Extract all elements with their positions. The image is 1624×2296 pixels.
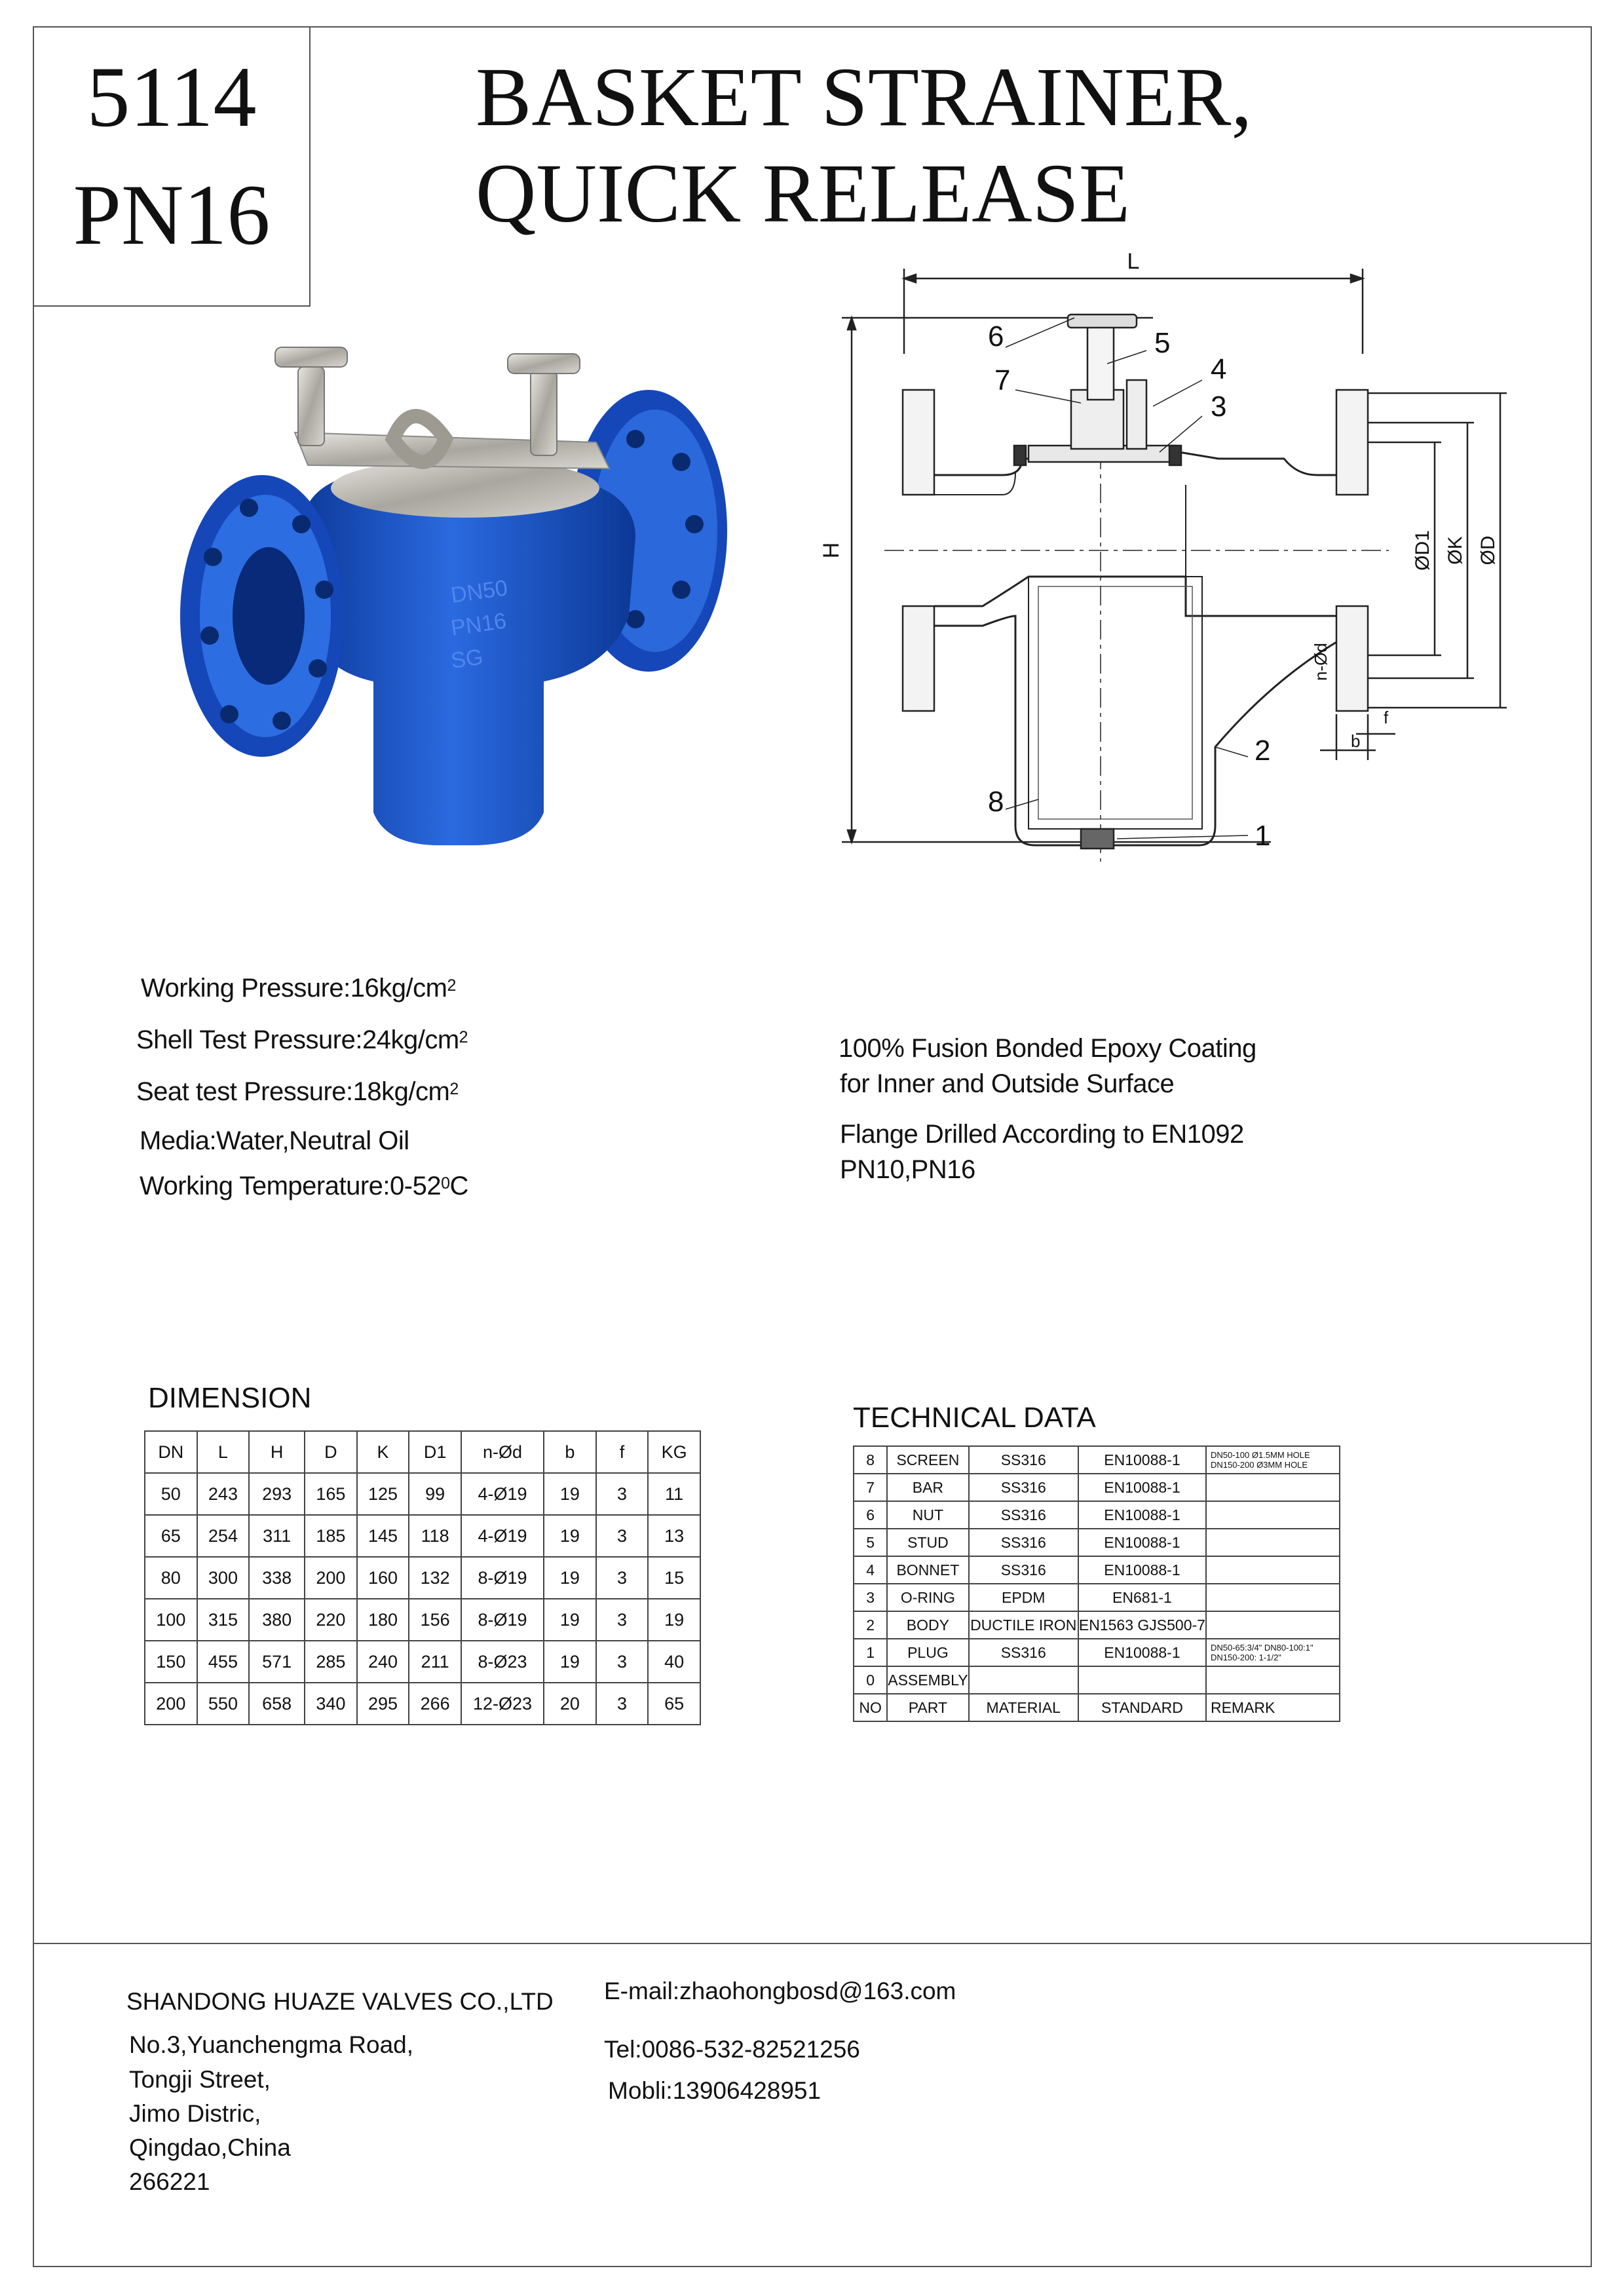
right-flange-bottom <box>1336 606 1368 711</box>
technical-cell: EN681-1 <box>1078 1584 1206 1611</box>
dimension-cell: 80 <box>145 1557 197 1599</box>
technical-cell: SCREEN <box>887 1446 968 1474</box>
technical-cell: SS316 <box>969 1556 1078 1584</box>
dimension-header-cell: L <box>197 1431 250 1473</box>
dimension-cell: 338 <box>249 1557 305 1599</box>
dim-label-k: ØK <box>1445 536 1466 565</box>
technical-cell: SS316 <box>969 1639 1078 1666</box>
dimension-cell: 4-Ø19 <box>461 1515 544 1557</box>
dimension-cell: 132 <box>409 1557 461 1599</box>
technical-cell: BODY <box>887 1611 968 1639</box>
contact-tel[interactable]: Tel:0086-532-82521256 <box>604 2036 860 2063</box>
callout-3: 3 <box>1211 391 1227 423</box>
dimension-header-cell: H <box>249 1431 305 1473</box>
address-line2: Tongji Street, <box>129 2066 271 2093</box>
address-line1: No.3,Yuanchengma Road, <box>129 2031 414 2058</box>
callout-5: 5 <box>1154 327 1171 359</box>
dimension-cell: 571 <box>249 1641 305 1683</box>
dimension-cell: 185 <box>305 1515 357 1557</box>
dimension-table <box>144 1430 701 1725</box>
dimension-cell: 125 <box>357 1473 409 1515</box>
dimension-cell: 8-Ø19 <box>461 1599 544 1641</box>
product-title-line1: BASKET STRAINER, <box>476 50 1253 144</box>
dimension-cell: 300 <box>197 1557 250 1599</box>
remark-line: DN150-200 Ø3MM HOLE <box>1210 1460 1308 1470</box>
dim-label-f: f <box>1384 708 1389 727</box>
dimension-cell: 380 <box>249 1599 305 1641</box>
dimension-row <box>145 1473 700 1515</box>
technical-row <box>854 1529 1340 1556</box>
dimension-header-cell: D <box>305 1431 357 1473</box>
callout-8: 8 <box>988 786 1004 818</box>
coating-line2: for Inner and Outside Surface <box>840 1069 1175 1098</box>
technical-header-cell: PART <box>887 1694 968 1721</box>
callout-4: 4 <box>1211 353 1227 385</box>
technical-header-cell: REMARK <box>1206 1694 1340 1721</box>
dimension-header-cell: DN <box>145 1431 197 1473</box>
dimension-cell: 15 <box>648 1557 700 1599</box>
dim-label-L: L <box>1127 249 1140 274</box>
technical-remark-cell <box>1206 1501 1340 1529</box>
technical-cell: EN10088-1 <box>1078 1639 1206 1666</box>
left-flange-top <box>903 390 934 495</box>
dimension-header-cell: KG <box>648 1431 700 1473</box>
technical-remark-cell <box>1206 1446 1340 1474</box>
dimension-cell: 3 <box>596 1599 649 1641</box>
product-photo <box>177 328 753 852</box>
dimension-cell: 150 <box>145 1641 197 1683</box>
technical-remark-cell <box>1206 1529 1340 1556</box>
technical-row <box>854 1611 1340 1639</box>
dimension-cell: 40 <box>648 1641 700 1683</box>
dimension-header-cell: D1 <box>409 1431 461 1473</box>
dimension-cell: 100 <box>145 1599 197 1641</box>
dimension-cell: 65 <box>648 1683 700 1725</box>
technical-cell: SS316 <box>969 1529 1078 1556</box>
dimension-cell: 156 <box>409 1599 461 1641</box>
technical-cell: EN10088-1 <box>1078 1446 1206 1474</box>
dimension-cell: 315 <box>197 1599 250 1641</box>
section-drawing <box>812 249 1559 878</box>
dimension-cell: 3 <box>596 1641 649 1683</box>
dimension-cell: 211 <box>409 1641 461 1683</box>
dimension-cell: 12-Ø23 <box>461 1683 544 1725</box>
dimension-cell: 3 <box>596 1515 649 1557</box>
technical-cell: EN10088-1 <box>1078 1529 1206 1556</box>
spec-working-pressure: Working $Pressure:16kg/cm^2$ <box>141 974 456 1003</box>
technical-cell: PLUG <box>887 1639 968 1666</box>
dimension-cell: 266 <box>409 1683 461 1725</box>
technical-row <box>854 1501 1340 1529</box>
dim-label-d1: ØD1 <box>1412 530 1433 571</box>
contact-mobile[interactable]: Mobli:13906428951 <box>608 2077 821 2104</box>
technical-remark-cell <box>1206 1611 1340 1639</box>
technical-cell: SS316 <box>969 1446 1078 1474</box>
remark-line: DN50-100 Ø1.5MM HOLE <box>1210 1450 1310 1460</box>
dimension-cell: 3 <box>596 1557 649 1599</box>
dimension-header-row <box>145 1431 700 1473</box>
right-flange-top <box>1336 390 1368 495</box>
pressure-class: PN16 <box>73 166 271 263</box>
dimension-cell: 658 <box>249 1683 305 1725</box>
remark-line: DN150-200: 1-1/2" <box>1210 1653 1281 1662</box>
dimension-cell: 99 <box>409 1473 461 1515</box>
contact-email[interactable]: E-mail:zhaohongbosd@163.com <box>604 1978 956 2004</box>
technical-cell: STUD <box>887 1529 968 1556</box>
technical-cell: 1 <box>854 1639 887 1666</box>
dimension-cell: 3 <box>596 1473 649 1515</box>
technical-cell: SS316 <box>969 1501 1078 1529</box>
footer-divider <box>33 1943 1592 1944</box>
address-line3: Jimo Distric, <box>129 2100 261 2127</box>
callout-6: 6 <box>988 320 1004 353</box>
company-name: SHANDONG HUAZE VALVES CO.,LTD <box>126 1988 554 2015</box>
technical-cell <box>969 1666 1078 1694</box>
technical-cell: 6 <box>854 1501 887 1529</box>
technical-cell: 8 <box>854 1446 887 1474</box>
technical-row <box>854 1666 1340 1694</box>
technical-row <box>854 1446 1340 1474</box>
dimension-cell: 254 <box>197 1515 250 1557</box>
dimension-row <box>145 1683 700 1725</box>
dimension-cell: 19 <box>544 1473 596 1515</box>
left-flange-bottom <box>903 606 934 711</box>
dimension-cell: 50 <box>145 1473 197 1515</box>
technical-cell <box>1078 1666 1206 1694</box>
technical-header-cell: NO <box>854 1694 887 1721</box>
spec-media: Media:Water,Neutral Oil <box>140 1126 409 1155</box>
dimension-row <box>145 1599 700 1641</box>
technical-cell: EN10088-1 <box>1078 1501 1206 1529</box>
cast-mark-pn: PN16 <box>449 608 508 641</box>
technical-cell: EN10088-1 <box>1078 1556 1206 1584</box>
technical-cell: BONNET <box>887 1556 968 1584</box>
technical-cell: 3 <box>854 1584 887 1611</box>
dimension-header-cell: f <box>596 1431 649 1473</box>
technical-cell: EN1563 GJS500-7 <box>1078 1611 1206 1639</box>
technical-cell: 0 <box>854 1666 887 1694</box>
dimension-cell: 8-Ø23 <box>461 1641 544 1683</box>
technical-cell: 5 <box>854 1529 887 1556</box>
dimension-cell: 19 <box>544 1557 596 1599</box>
dim-label-hole: n-Ød <box>1311 643 1331 681</box>
technical-row <box>854 1584 1340 1611</box>
dimension-cell: 3 <box>596 1683 649 1725</box>
dimension-cell: 20 <box>544 1683 596 1725</box>
spec-shell-test: Shell Test $Pressure:24kg/cm^2$ <box>136 1025 468 1054</box>
callout-7: 7 <box>994 364 1011 396</box>
dim-label-H: H <box>819 542 844 559</box>
flange-line1: Flange Drilled According to EN1092 <box>840 1120 1244 1149</box>
dimension-cell: 455 <box>197 1641 250 1683</box>
address-line4: Qingdao,China <box>129 2134 291 2161</box>
technical-cell: EPDM <box>969 1584 1078 1611</box>
dimension-row <box>145 1641 700 1683</box>
dimension-cell: 200 <box>145 1683 197 1725</box>
dim-label-d: ØD <box>1477 535 1499 565</box>
screen-basket <box>1029 577 1202 829</box>
technical-remark-cell <box>1206 1584 1340 1611</box>
spec-temperature: Working $Temperature:0-52^0C$ <box>140 1172 468 1200</box>
dimension-cell: 200 <box>305 1557 357 1599</box>
dimension-cell: 293 <box>249 1473 305 1515</box>
technical-cell: NUT <box>887 1501 968 1529</box>
plug <box>1081 829 1114 849</box>
dimension-cell: 19 <box>648 1599 700 1641</box>
dimension-cell: 118 <box>409 1515 461 1557</box>
dimension-cell: 220 <box>305 1599 357 1641</box>
product-title-line2: QUICK RELEASE <box>476 147 1131 240</box>
technical-cell: 4 <box>854 1556 887 1584</box>
technical-cell: EN10088-1 <box>1078 1474 1206 1501</box>
technical-cell: 2 <box>854 1611 887 1639</box>
dimension-cell: 19 <box>544 1515 596 1557</box>
dimension-cell: 165 <box>305 1473 357 1515</box>
stud-nut-right <box>508 354 580 373</box>
dimension-row <box>145 1557 700 1599</box>
technical-title: TECHNICAL DATA <box>853 1402 1096 1434</box>
dimension-cell: 13 <box>648 1515 700 1557</box>
dimension-cell: 4-Ø19 <box>461 1473 544 1515</box>
dimension-header-cell: b <box>544 1431 596 1473</box>
dimension-row <box>145 1515 700 1557</box>
address-postcode: 266221 <box>129 2168 210 2195</box>
technical-data-table <box>853 1445 1340 1722</box>
callout-1: 1 <box>1255 820 1271 852</box>
dimension-header-cell: K <box>357 1431 409 1473</box>
technical-cell: ASSEMBLY <box>887 1666 968 1694</box>
technical-cell: 7 <box>854 1474 887 1501</box>
spec-seat-test: Seat test $Pressure:18kg/cm^2$ <box>136 1077 459 1106</box>
technical-remark-cell <box>1206 1639 1340 1666</box>
dimension-cell: 180 <box>357 1599 409 1641</box>
flange-line2: PN10,PN16 <box>840 1155 975 1184</box>
technical-cell: O-RING <box>887 1584 968 1611</box>
callout-2: 2 <box>1255 735 1271 767</box>
dimension-cell: 19 <box>544 1641 596 1683</box>
dim-label-b: b <box>1351 731 1361 751</box>
technical-row <box>854 1556 1340 1584</box>
stud-nut-left <box>275 347 347 367</box>
technical-remark-cell <box>1206 1474 1340 1501</box>
technical-header-cell: MATERIAL <box>969 1694 1078 1721</box>
dimension-cell: 295 <box>357 1683 409 1725</box>
cast-mark-dn: DN50 <box>449 575 510 608</box>
dimension-header-cell: n-Ød <box>461 1431 544 1473</box>
technical-cell: DUCTILE IRON <box>969 1611 1078 1639</box>
coating-line1: 100% Fusion Bonded Epoxy Coating <box>839 1034 1256 1063</box>
nut <box>1068 315 1137 328</box>
dimension-cell: 311 <box>249 1515 305 1557</box>
technical-row <box>854 1639 1340 1666</box>
cast-mark-sg: SG <box>449 644 485 674</box>
technical-row <box>854 1474 1340 1501</box>
dimension-cell: 65 <box>145 1515 197 1557</box>
stud <box>1087 321 1114 400</box>
model-number: 5114 <box>86 48 257 145</box>
dimension-cell: 11 <box>648 1473 700 1515</box>
technical-header-cell: STANDARD <box>1078 1694 1206 1721</box>
technical-header-row <box>854 1694 1340 1721</box>
dimension-cell: 145 <box>357 1515 409 1557</box>
technical-remark-cell <box>1206 1556 1340 1584</box>
dimension-cell: 19 <box>544 1599 596 1641</box>
dimension-cell: 550 <box>197 1683 250 1725</box>
technical-cell: SS316 <box>969 1474 1078 1501</box>
dimension-cell: 240 <box>357 1641 409 1683</box>
dimension-cell: 243 <box>197 1473 250 1515</box>
dimension-cell: 160 <box>357 1557 409 1599</box>
dimension-cell: 285 <box>305 1641 357 1683</box>
dimension-title: DIMENSION <box>148 1382 312 1414</box>
dimension-cell: 340 <box>305 1683 357 1725</box>
dimension-cell: 8-Ø19 <box>461 1557 544 1599</box>
technical-remark-cell <box>1206 1666 1340 1694</box>
technical-cell: BAR <box>887 1474 968 1501</box>
remark-line: DN50-65:3/4" DN80-100:1" <box>1210 1643 1313 1653</box>
